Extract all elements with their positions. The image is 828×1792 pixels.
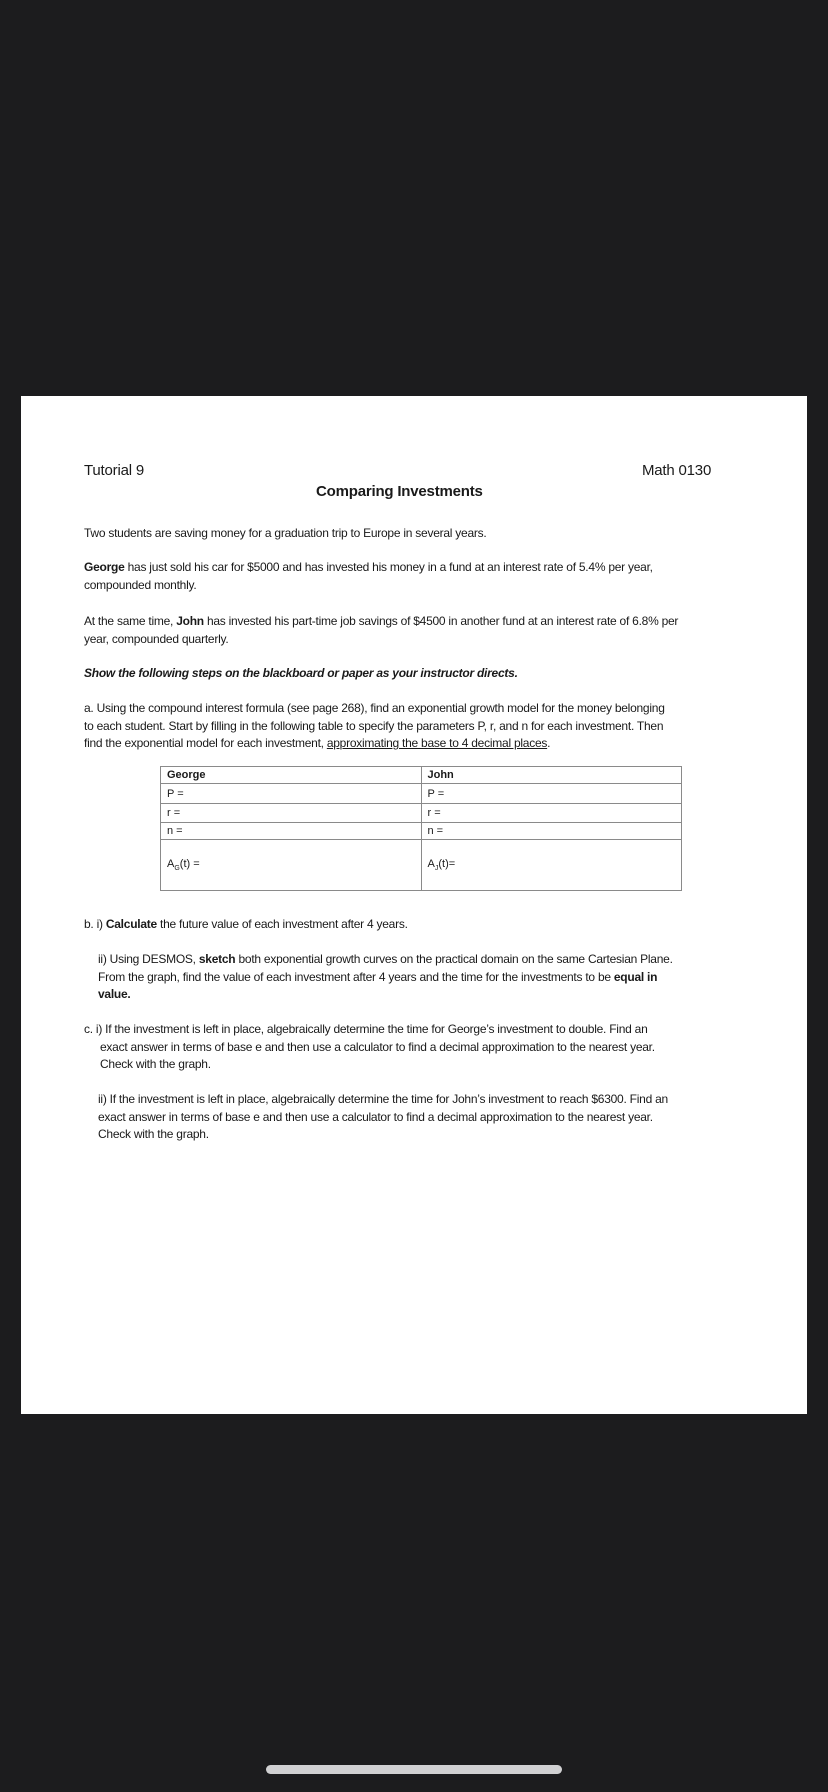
parameters-table <box>160 766 682 891</box>
part-b-ii-bold2: equal in <box>613 969 658 984</box>
george-model-cell[interactable] <box>161 840 422 891</box>
intro-paragraph: Two students are saving money for a graduation trip to Europe in several years. <box>84 526 487 540</box>
john-model-cell[interactable] <box>421 840 682 891</box>
george-n-cell[interactable]: n = <box>161 823 422 840</box>
table-row <box>161 784 682 804</box>
part-c-ii-line1: ii) If the investment is left in place, algebraically determine the time for John’s investment to reach $6300. Find an <box>98 1092 668 1106</box>
part-b-ii-bold: sketch <box>198 952 236 966</box>
john-line2: year, compounded quarterly. <box>84 631 229 646</box>
part-a <box>84 700 665 753</box>
instruction: Show the following steps on the blackboard or paper as your instructor directs. <box>84 666 518 680</box>
table-row <box>161 823 682 840</box>
part-a-line1: a. Using the compound interest formula (see page 268), find an exponential growth model for the money belonging <box>84 701 665 715</box>
page-title: Comparing Investments <box>316 483 483 500</box>
john-paragraph <box>84 613 678 648</box>
john-r-cell[interactable]: r = <box>421 804 682 823</box>
part-b-ii-rest: both exponential growth curves on the practical domain on the same Cartesian Plane. <box>235 952 673 966</box>
part-b-i-bold: Calculate <box>105 917 157 931</box>
john-p-cell[interactable]: P = <box>421 784 682 804</box>
john-n-cell[interactable]: n = <box>421 823 682 840</box>
part-c-i-line3: Check with the graph. <box>100 1057 211 1071</box>
header-john: John <box>421 767 682 784</box>
george-paragraph <box>84 559 653 594</box>
table-row-model <box>161 840 682 891</box>
part-b-i-rest: the future value of each investment after 4 years. <box>156 917 408 931</box>
part-a-line2: to each student. Start by filling in the following table to specify the parameters P, r, and n for each investment. Then <box>84 718 664 733</box>
john-line1: has invested his part-time job savings of $4500 in another fund at an interest rate of 6.8% per <box>203 614 679 628</box>
george-p-cell[interactable]: P = <box>161 784 422 804</box>
home-indicator[interactable] <box>266 1765 562 1774</box>
part-a-underlined: approximating the base to 4 decimal places <box>326 736 548 750</box>
part-a-end: . <box>547 736 551 750</box>
table-row <box>161 804 682 823</box>
george-r-cell[interactable]: r = <box>161 804 422 823</box>
john-sub: J <box>434 865 439 873</box>
george-a: A <box>167 857 175 870</box>
part-c-ii-line3: Check with the graph. <box>98 1127 209 1141</box>
john-rest: (t)= <box>438 857 456 870</box>
john-a: A <box>427 857 435 870</box>
part-b-i <box>84 916 408 934</box>
part-b-ii-bold3: value. <box>98 987 131 1001</box>
part-b-i-pre: b. i) <box>84 917 106 931</box>
part-a-line3: find the exponential model for each investment, <box>84 736 327 750</box>
table-header-row <box>161 767 682 784</box>
george-name: George <box>84 560 125 574</box>
part-b-ii-pre: ii) Using DESMOS, <box>98 952 199 966</box>
header-george: George <box>161 767 422 784</box>
john-pre: At the same time, <box>84 614 177 628</box>
part-c-i-line2: exact answer in terms of base e and then use a calculator to find a decimal approximation to the nearest year. <box>100 1039 655 1054</box>
george-sub: G <box>174 865 180 873</box>
part-c-ii-line2: exact answer in terms of base e and then use a calculator to find a decimal approximation to the nearest year. <box>98 1109 653 1124</box>
course-label: Math 0130 <box>642 462 712 479</box>
part-c-ii <box>98 1091 668 1144</box>
tutorial-label: Tutorial 9 <box>84 462 144 479</box>
george-line1: has just sold his car for $5000 and has invested his money in a fund at an interest rate of 5.4% per year, <box>124 560 653 574</box>
part-b-ii-line2: From the graph, find the value of each investment after 4 years and the time for the investments to be <box>98 969 614 984</box>
john-name: John <box>176 614 204 628</box>
george-line2: compounded monthly. <box>84 577 197 592</box>
part-c-i-line1: c. i) If the investment is left in place, algebraically determine the time for George’s investment to double. Find an <box>84 1022 648 1036</box>
george-rest: (t) = <box>179 857 200 870</box>
document-page <box>21 396 807 1414</box>
part-b-ii <box>98 951 673 1004</box>
part-c-i <box>84 1021 655 1074</box>
